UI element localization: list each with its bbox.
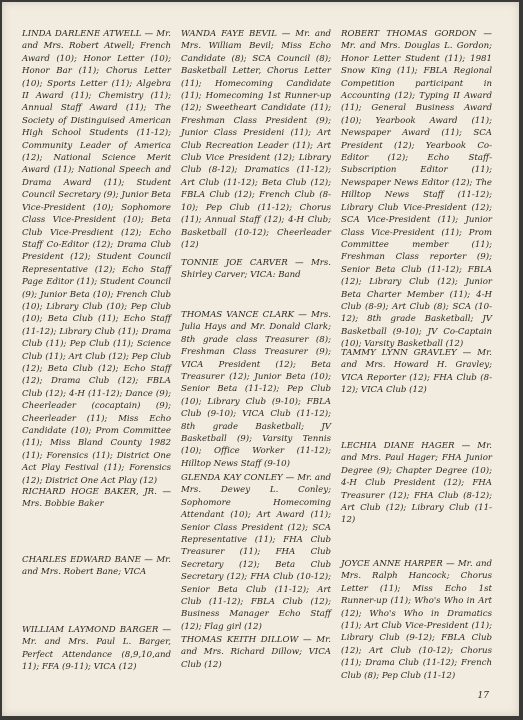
senior-entry: LINDA DARLENE ATWELL — Mr. and Mrs. Robert Atwell; French Award (10); Honor Letter (10); Honor Bar (11); Chorus Letter (10); Sports Letter (11); Algebra II Award (11); Chemistry (11); Annual Staff Award (11); The Society of Distinguised American High School Students (11-12); Community Leader of America (12); National Science Merit Award (11); National Speech and Drama Award (11); Student Council Secretary (9); Junior Beta Vice-President (10); Sophomore Class Vice-President (10); Beta Club Vice-Presdient (12); Echo Staff Co-Editor (12); Drama Club President (12); Student Council Representative (12); Echo Staff Page Editor (11); Student Council (9); Junior Beta (10); French Club (10); Library Club (10); Pep Club (10); Beta Club (11); Echo Staff (11-12); Library Club (11); Drama Club (11); Pep Club (11); Science Club (11); Art Club (12); Pep Club (12); Beta Club (12); Echo Staff (12); Drama Club (12); FBLA Club (12); 4-H (11-12); Dance (9); Cheerleader (cocaptain) (9); Cheerleader (11); Miss Echo Candidate (10); Prom Committee (11); Miss Bland County 1982 (11); Forensics (11); District One Act Play Festival (11); Forensics (12); District One Act Play (12) <box>22 29 171 486</box>
senior-entry: TONNIE JOE CARVER — Mrs. Shirley Carver; VICA: Band <box>181 258 332 281</box>
senior-name: TAMMY LYNN GRAVLEY <box>341 348 457 358</box>
senior-details: Mr. and Mrs. Robert Atwell; French Award (10); Honor Letter (10); Honor Bar (11); Chorus Letter (10); Sports Letter (11); Algebra II Award (11); Chemistry (11); Annual Staff Award (11); The Society of Distinguised American High School Students (11-12); Community Leader of America (12); National Science Merit Award (11); National Speech and Drama Award (11); Student Council Secretary (9); Junior Beta Vice-President (10); Sophomore Class Vice-President (10); Beta Club Vice-Presdient (12); Echo Staff Co-Editor (12); Drama Club President (12); Student Council Representative (12); Echo Staff Page Editor (11); Student Council (9); Junior Beta (10); French Club (10); Library Club (10); Pep Club (10); Beta Club (11); Echo Staff (11-12); Library Club (11); Drama Club (11); Pep Club (11); Science Club (11); Art Club (12); Pep Club (12); Beta Club (12); Echo Staff (12); Drama Club (12); FBLA Club (12); 4-H (11-12); Dance (9); Cheerleader (cocaptain) (9); Cheerleader (11); Miss Echo Candidate (10); Prom Committee (11); Miss Bland County 1982 (11); Forensics (11); District One Act Play Festival (11); Forensics (12); District One Act Play (12) <box>22 29 171 486</box>
senior-details: Mr. and Mrs. Robert Bane; VICA <box>22 555 172 578</box>
senior-details: Mr. and Mrs. William Bevil; Miss Echo Candidate (8); SCA Council (8); Basketball Letter, Chorus Letter (11); Homecoming Candidate (11); Homecoming 1st Runner-up (12); Sweetheart Candidate (11); Freshman Class President (9); Junior Class Presideni (11); Art Club Recreation Leader (11); Art Club Vice President (12); Library Club (8-12); Dramatics (11-12); Art Club (11-12); Beta Club (12); FBLA Club (12); French Club (8-10); Pep Club (11-12); Chorus (11); Annual Staff (12); 4-H Club; Basketball (10-12); Cheerleader (12) <box>181 29 331 250</box>
senior-name: THOMAS KEITH DILLOW <box>181 635 299 645</box>
senior-name: WANDA FAYE BEVIL <box>181 29 277 39</box>
senior-details: Mrs. Julia Hays and Mr. Donald Clark; 8th grade class Treasurer (8); Freshman Class Treasurer (9); VICA President (12); Beta Treasurer (12); Junior Beta (10); Senior Beta (11-12); Pep Club (10); Library Club (9-10); FBLA Club (9-10); VICA Club (11-12); 8th grade Basketball; JV Basketball (9); Varsity Tennis (10); Office Worker (11-12); Hilltop News Staff (9-10) <box>181 310 331 469</box>
senior-details: Mrs. Bobbie Baker <box>22 499 104 510</box>
senior-name: WILLIAM LAYMOND BARGER <box>22 625 159 635</box>
senior-details: Mr. and Mrs. Howard H. Gravley; VICA Reporter (12); FHA Club (8-12); VICA Club (12) <box>341 348 492 396</box>
senior-entry: WANDA FAYE BEVIL — Mr. and Mrs. William Bevil; Miss Echo Candidate (8); SCA Council (8); Basketball Letter, Chorus Letter (11); Homecoming Candidate (11); Homecoming 1st Runner-up (12); Sweetheart Candidate (11); Freshman Class President (9); Junior Class Presideni (11); Art Club Recreation Leader (11); Art Club Vice President (12); Library Club (8-12); Dramatics (11-12); Art Club (11-12); Beta Club (12); FBLA Club (12); French Club (8-10); Pep Club (11-12); Chorus (11); Annual Staff (12); 4-H Club; Basketball (10-12); Cheerleader (12) <box>181 29 331 250</box>
senior-name: RICHARD HOGE BAKER, JR. <box>22 487 157 497</box>
senior-name: CHARLES EDWARD BANE <box>22 555 141 565</box>
senior-details: Mr. and Mrs. Paul L. Barger, Perfect Attendance (8,9,10,and 11); FFA (9-11); VICA (12) <box>22 637 171 673</box>
senior-name: ROBERT THOMAS GORDON <box>341 29 477 39</box>
senior-entry: GLENDA KAY CONLEY — Mr. and Mrs. Dewey L. Conley; Sophomore Homecoming Attendant (10); Art Award (11); Senior Class President (12); SCA Representative (11); FHA Club Treasurer (11); FHA Club Secretary (12); Beta Club Secretary (12); FHA Club (10-12); Senior Beta Club (11-12); Art Club (11-12); FBLA Club (12); Business Manager Echo Staff (12); Flag girl (12) <box>181 473 331 632</box>
senior-entry: ROBERT THOMAS GORDON — Mr. and Mrs. Douglas L. Gordon; Honor Letter Student (11); 1981 Snow King (11); FBLA Regional Competition participant in Accounting (12); Typing II Award (11); General Business Award (10); Yearbook Award (11); Newspaper Award (11); SCA President (12); Yearbook Co-Editor (12); Echo Staff-Subscription Editor (11); Newspaper News Editor (12); The Hilltop News Staff (11-12); Library Club Vice-President (12); SCA Vice-President (11); Junior Class Vice-President (11); Prom Committee member (11); Freshman Class reporter (9); Senior Beta Club (11-12); FBLA (12); Library Club (12); Junior Beta Charter Member (11); 4-H Club (8-9); Art Club (8); SCA (10-12); 8th grade Basketball; JV Basketball (9-10); JV Co-Captain (10); Varsity Basketball (12) <box>341 29 493 350</box>
senior-name: TONNIE JOE CARVER <box>181 258 288 268</box>
senior-details: Mr. and Mrs. Paul Hager; FHA Junior Degree (9); Chapter Degree (10); 4-H Club President (12); FHA Treasurer (12); FHA Club (8-12); Art Club (12); Library Club (11-12) <box>341 441 492 526</box>
senior-name: GLENDA KAY CONLEY <box>181 473 283 483</box>
senior-name: THOMAS VANCE CLARK <box>181 310 295 320</box>
senior-name: JOYCE ANNE HARPER <box>341 559 443 569</box>
senior-entry: THOMAS KEITH DILLOW — Mr. and Mrs. Richard Dillow; VICA Club (12) <box>181 635 331 670</box>
page-number: 17 <box>477 691 489 701</box>
senior-entry: CHARLES EDWARD BANE — Mr. and Mrs. Robert Bane; VICA <box>22 555 172 578</box>
yearbook-page <box>2 2 519 716</box>
senior-details: Mr. and Mrs. Richard Dillow; VICA Club (12) <box>181 635 331 670</box>
senior-entry: WILLIAM LAYMOND BARGER — Mr. and Mrs. Paul L. Barger, Perfect Attendance (8,9,10,and 11); FFA (9-11); VICA (12) <box>22 625 171 673</box>
senior-name: LINDA DARLENE ATWELL <box>22 29 142 39</box>
senior-details: Mr. and Mrs. Ralph Hancock; Chorus Letter (11); Miss Echo 1st Runner-up (11); Who's Who in Art (12); Who's Who in Dramatics (11); Art Club Vice-President (11); Library Club (9-12); FBLA Club (12); Art Club (10-12); Chorus (11); Drama Club (11-12); French Club (8); Pep Club (11-12) <box>341 559 493 681</box>
senior-entry: LECHIA DIANE HAGER — Mr. and Mrs. Paul Hager; FHA Junior Degree (9); Chapter Degree (10); 4-H Club President (12); FHA Treasurer (12); FHA Club (8-12); Art Club (12); Library Club (11-12) <box>341 441 492 526</box>
senior-entry: TAMMY LYNN GRAVLEY — Mr. and Mrs. Howard H. Gravley; VICA Reporter (12); FHA Club (8-12); VICA Club (12) <box>341 348 492 396</box>
senior-details: Mrs. Shirley Carver; VICA: Band <box>181 258 332 281</box>
senior-details: Mr. and Mrs. Douglas L. Gordon; Honor Letter Student (11); 1981 Snow King (11); FBLA Regional Competition participant in Accounting (12); Typing II Award (11); General Business Award (10); Yearbook Award (11); Newspaper Award (11); SCA President (12); Yearbook Co-Editor (12); Echo Staff-Subscription Editor (11); Newspaper News Editor (12); The Hilltop News Staff (11-12); Library Club Vice-President (12); SCA Vice-President (11); Junior Class Vice-President (11); Prom Committee member (11); Freshman Class reporter (9); Senior Beta Club (11-12); FBLA (12); Library Club (12); Junior Beta Charter Member (11); 4-H Club (8-9); Art Club (8); SCA (10-12); 8th grade Basketball; JV Basketball (9-10); JV Co-Captain (10); Varsity Basketball (12) <box>341 41 492 350</box>
senior-details: Mr. and Mrs. Dewey L. Conley; Sophomore Homecoming Attendant (10); Art Award (11); Senior Class President (12); SCA Representative (11); FHA Club Treasurer (11); FHA Club Secretary (12); Beta Club Secretary (12); FHA Club (10-12); Senior Beta Club (11-12); Art Club (11-12); FBLA Club (12); Business Manager Echo Staff (12); Flag girl (12) <box>181 473 331 632</box>
senior-entry: THOMAS VANCE CLARK — Mrs. Julia Hays and Mr. Donald Clark; 8th grade class Treasurer (8); Freshman Class Treasurer (9); VICA President (12); Beta Treasurer (12); Junior Beta (10); Senior Beta (11-12); Pep Club (10); Library Club (9-10); FBLA Club (9-10); VICA Club (11-12); 8th grade Basketball; JV Basketball (9); Varsity Tennis (10); Office Worker (11-12); Hilltop News Staff (9-10) <box>181 310 331 469</box>
senior-entry: JOYCE ANNE HARPER — Mr. and Mrs. Ralph Hancock; Chorus Letter (11); Miss Echo 1st Runner-up (11); Who's Who in Art (12); Who's Who in Dramatics (11); Art Club Vice-President (11); Library Club (9-12); FBLA Club (12); Art Club (10-12); Chorus (11); Drama Club (11-12); French Club (8); Pep Club (11-12) <box>341 559 493 681</box>
senior-entry: RICHARD HOGE BAKER, JR. — Mrs. Bobbie Baker <box>22 487 171 510</box>
senior-name: LECHIA DIANE HAGER <box>341 441 455 451</box>
